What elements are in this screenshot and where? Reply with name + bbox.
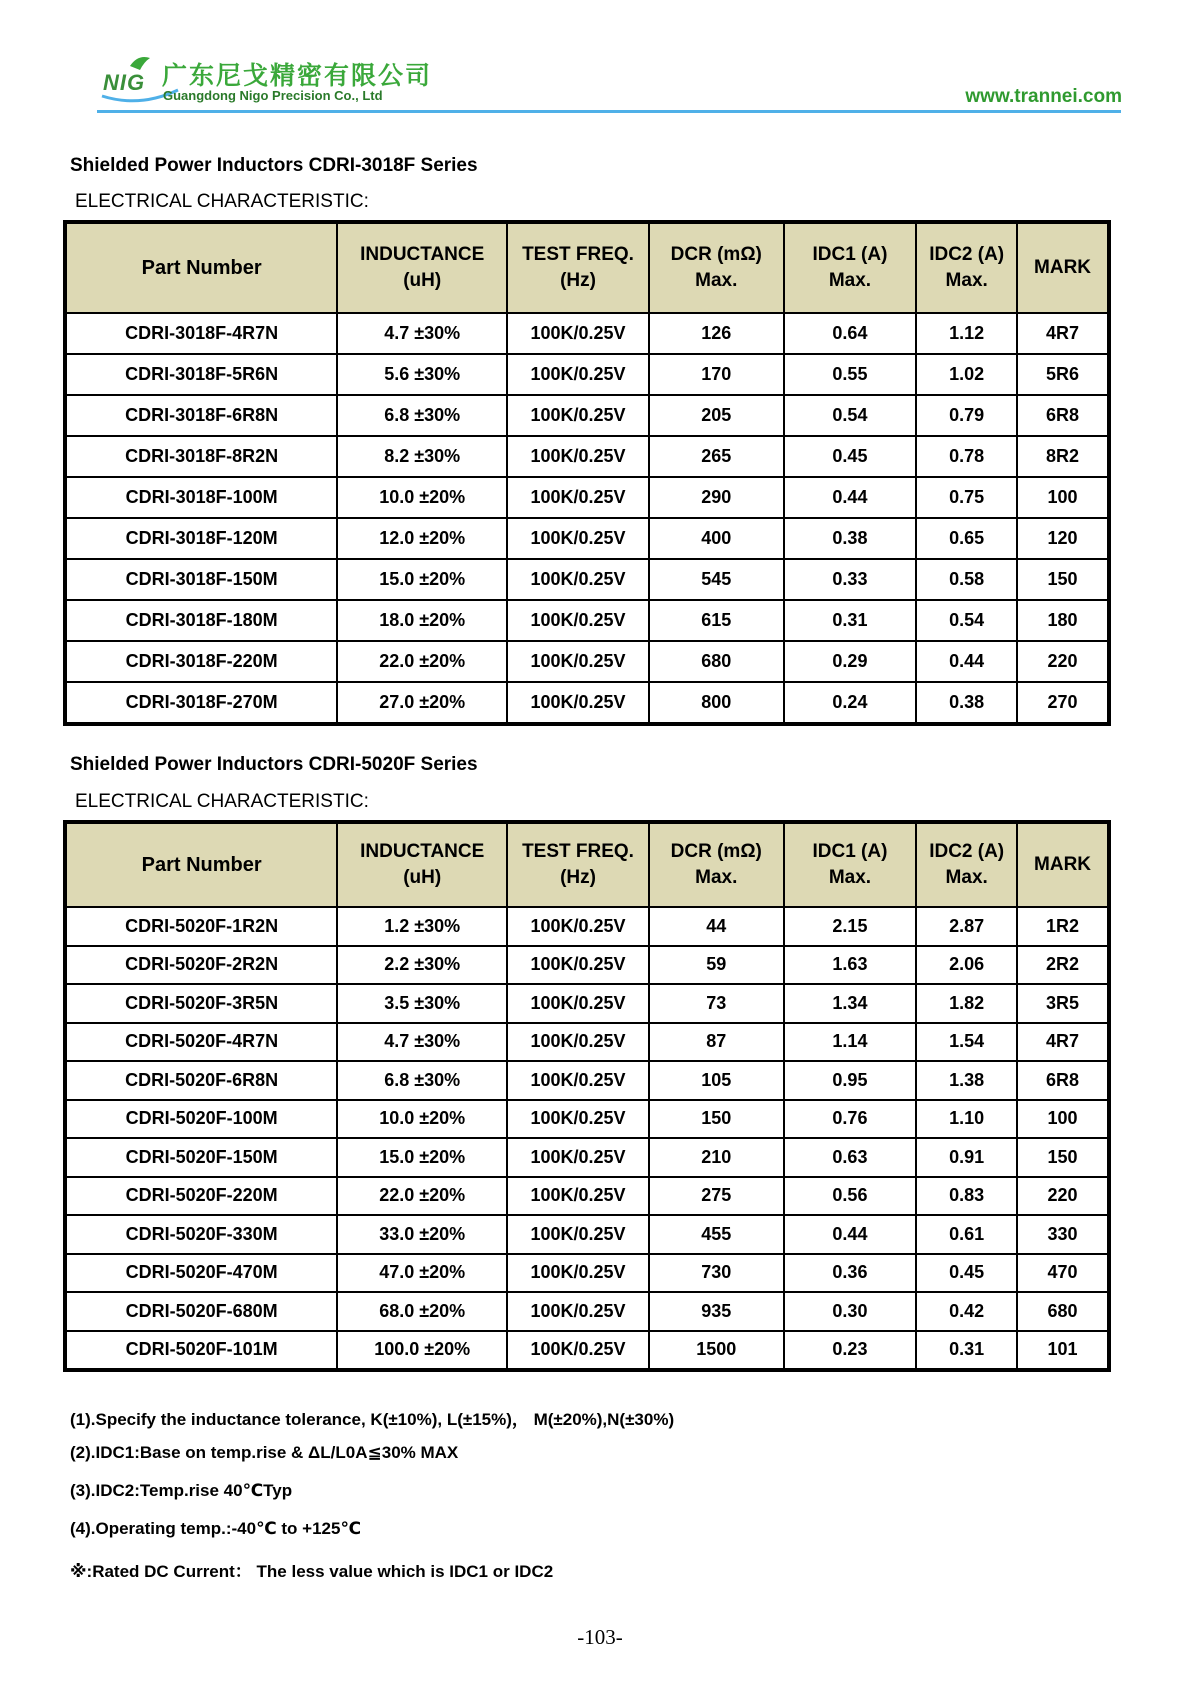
table-cell: 3.5 ±30% — [337, 984, 507, 1023]
table-cell: 0.63 — [784, 1138, 917, 1177]
table-cell: CDRI-5020F-3R5N — [66, 984, 337, 1023]
table-cell: 120 — [1017, 518, 1108, 559]
table-cell: 0.58 — [916, 559, 1017, 600]
table-cell: CDRI-3018F-120M — [66, 518, 337, 559]
section-title: Shielded Power Inductors CDRI-5020F Series — [70, 754, 478, 775]
table-row — [66, 1138, 1108, 1177]
column-header: DCR (mΩ) Max. — [649, 223, 784, 313]
table-cell: 0.44 — [916, 641, 1017, 682]
column-header: MARK — [1017, 223, 1108, 313]
table-cell: 100K/0.25V — [507, 1254, 649, 1293]
table-cell: 100K/0.25V — [507, 984, 649, 1023]
table-cell: 6R8 — [1017, 1061, 1108, 1100]
table-cell: 205 — [649, 395, 784, 436]
table-row — [66, 1215, 1108, 1254]
table-cell: 0.44 — [784, 477, 917, 518]
table-cell: 680 — [1017, 1292, 1108, 1331]
footnote: (4).Operating temp.:-40℃ to +125℃ — [70, 1519, 362, 1538]
table-cell: 470 — [1017, 1254, 1108, 1293]
spec-table-3018f — [65, 222, 1109, 724]
table-cell: 126 — [649, 313, 784, 354]
table-cell: 6.8 ±30% — [337, 395, 507, 436]
column-header: Part Number — [66, 823, 337, 907]
table-row — [66, 559, 1108, 600]
table-cell: 87 — [649, 1023, 784, 1062]
table-cell: 2.2 ±30% — [337, 946, 507, 985]
table-cell: 1.82 — [916, 984, 1017, 1023]
table-cell: 0.64 — [784, 313, 917, 354]
table-cell: CDRI-3018F-180M — [66, 600, 337, 641]
table-cell: 150 — [1017, 559, 1108, 600]
table-cell: CDRI-3018F-220M — [66, 641, 337, 682]
page-header — [0, 0, 1200, 120]
table-cell: 100K/0.25V — [507, 1023, 649, 1062]
table-row — [66, 1061, 1108, 1100]
footnote: (1).Specify the inductance tolerance, K(±10%), L(±15%)， M(±20%),N(±30%) — [70, 1410, 675, 1429]
table-cell: 1R2 — [1017, 907, 1108, 946]
table-cell: 0.31 — [784, 600, 917, 641]
table-row — [66, 946, 1108, 985]
footnotes — [70, 1405, 674, 1595]
table-cell: 545 — [649, 559, 784, 600]
table-cell: CDRI-3018F-4R7N — [66, 313, 337, 354]
table-cell: 330 — [1017, 1215, 1108, 1254]
column-header: INDUCTANCE (uH) — [337, 223, 507, 313]
table-cell: 0.61 — [916, 1215, 1017, 1254]
table-header-row — [66, 223, 1108, 313]
footnote: ※:Rated DC Current： The less value which is IDC1 or IDC2 — [70, 1562, 554, 1581]
table-row — [66, 1100, 1108, 1139]
table-cell: 0.54 — [784, 395, 917, 436]
table-cell: 100K/0.25V — [507, 559, 649, 600]
table-cell: CDRI-5020F-680M — [66, 1292, 337, 1331]
table-cell: 0.45 — [784, 436, 917, 477]
table-cell: 275 — [649, 1177, 784, 1216]
table-cell: 15.0 ±20% — [337, 559, 507, 600]
table-cell: 5.6 ±30% — [337, 354, 507, 395]
column-header: IDC1 (A) Max. — [784, 823, 917, 907]
table-cell: 290 — [649, 477, 784, 518]
table-cell: 27.0 ±20% — [337, 682, 507, 723]
column-header: Part Number — [66, 223, 337, 313]
table-cell: 1500 — [649, 1331, 784, 1370]
table-cell: 1.34 — [784, 984, 917, 1023]
table-cell: CDRI-5020F-470M — [66, 1254, 337, 1293]
table-cell: 100 — [1017, 477, 1108, 518]
table-cell: 455 — [649, 1215, 784, 1254]
table-cell: 8R2 — [1017, 436, 1108, 477]
table-cell: 100K/0.25V — [507, 946, 649, 985]
table-cell: 0.42 — [916, 1292, 1017, 1331]
table-cell: 0.83 — [916, 1177, 1017, 1216]
spec-table-5020f — [65, 822, 1109, 1370]
table-cell: 265 — [649, 436, 784, 477]
table-cell: 100K/0.25V — [507, 436, 649, 477]
table-cell: 210 — [649, 1138, 784, 1177]
footnote: (3).IDC2:Temp.rise 40℃Typ — [70, 1481, 293, 1500]
table-cell: 2.15 — [784, 907, 917, 946]
table-cell: 8.2 ±30% — [337, 436, 507, 477]
table-cell: 2R2 — [1017, 946, 1108, 985]
table-cell: 100K/0.25V — [507, 1331, 649, 1370]
table-cell: 100K/0.25V — [507, 1215, 649, 1254]
column-header: DCR (mΩ) Max. — [649, 823, 784, 907]
table-cell: 100K/0.25V — [507, 518, 649, 559]
table-row — [66, 354, 1108, 395]
logo-text: NIG — [103, 70, 146, 95]
table-cell: 680 — [649, 641, 784, 682]
table-cell: 12.0 ±20% — [337, 518, 507, 559]
table-cell: 6R8 — [1017, 395, 1108, 436]
table-cell: CDRI-3018F-5R6N — [66, 354, 337, 395]
table-cell: 1.2 ±30% — [337, 907, 507, 946]
table-row — [66, 477, 1108, 518]
table-row — [66, 1292, 1108, 1331]
table-cell: 0.54 — [916, 600, 1017, 641]
table-cell: 0.24 — [784, 682, 917, 723]
table-header-row — [66, 823, 1108, 907]
table-cell: 1.14 — [784, 1023, 917, 1062]
company-name-cn: 广东尼戈精密有限公司 — [162, 62, 433, 90]
table-cell: 100K/0.25V — [507, 1292, 649, 1331]
table-cell: 2.06 — [916, 946, 1017, 985]
table-cell: CDRI-5020F-6R8N — [66, 1061, 337, 1100]
table-cell: 101 — [1017, 1331, 1108, 1370]
table-row — [66, 1177, 1108, 1216]
table-cell: 4.7 ±30% — [337, 1023, 507, 1062]
table-cell: 0.33 — [784, 559, 917, 600]
table-row — [66, 600, 1108, 641]
table-cell: 100K/0.25V — [507, 907, 649, 946]
section-subtitle: ELECTRICAL CHARACTERISTIC: — [75, 191, 369, 212]
table-cell: CDRI-5020F-330M — [66, 1215, 337, 1254]
table-cell: 170 — [649, 354, 784, 395]
table-cell: 0.45 — [916, 1254, 1017, 1293]
table-cell: 3R5 — [1017, 984, 1108, 1023]
table-row — [66, 436, 1108, 477]
table-cell: 150 — [649, 1100, 784, 1139]
table-cell: 47.0 ±20% — [337, 1254, 507, 1293]
table-cell: CDRI-3018F-100M — [66, 477, 337, 518]
table-cell: 800 — [649, 682, 784, 723]
table-cell: 1.10 — [916, 1100, 1017, 1139]
table-cell: 0.29 — [784, 641, 917, 682]
table-row — [66, 1023, 1108, 1062]
table-cell: 100.0 ±20% — [337, 1331, 507, 1370]
table-cell: CDRI-3018F-8R2N — [66, 436, 337, 477]
table-row — [66, 518, 1108, 559]
table-row — [66, 907, 1108, 946]
column-header: IDC2 (A) Max. — [916, 823, 1017, 907]
table-cell: 59 — [649, 946, 784, 985]
section-title: Shielded Power Inductors CDRI-3018F Series — [70, 155, 478, 176]
column-header: MARK — [1017, 823, 1108, 907]
table-cell: 400 — [649, 518, 784, 559]
table-cell: 0.78 — [916, 436, 1017, 477]
table-cell: 100K/0.25V — [507, 477, 649, 518]
table-cell: 180 — [1017, 600, 1108, 641]
table-cell: CDRI-3018F-270M — [66, 682, 337, 723]
table-cell: CDRI-5020F-2R2N — [66, 946, 337, 985]
table-row — [66, 395, 1108, 436]
table-cell: 10.0 ±20% — [337, 477, 507, 518]
table-cell: 0.91 — [916, 1138, 1017, 1177]
table-cell: 100K/0.25V — [507, 682, 649, 723]
table-row — [66, 641, 1108, 682]
page-number: -103- — [577, 1625, 623, 1649]
table-cell: 100K/0.25V — [507, 1061, 649, 1100]
table-row — [66, 1331, 1108, 1370]
table-cell: 4R7 — [1017, 1023, 1108, 1062]
table-cell: 44 — [649, 907, 784, 946]
column-header: IDC2 (A) Max. — [916, 223, 1017, 313]
table-cell: 0.30 — [784, 1292, 917, 1331]
table-row — [66, 313, 1108, 354]
table-cell: 0.38 — [784, 518, 917, 559]
table-cell: 935 — [649, 1292, 784, 1331]
table-cell: 1.38 — [916, 1061, 1017, 1100]
table-row — [66, 1254, 1108, 1293]
table-cell: CDRI-5020F-1R2N — [66, 907, 337, 946]
table-cell: 22.0 ±20% — [337, 641, 507, 682]
table-cell: 100 — [1017, 1100, 1108, 1139]
table-cell: 4R7 — [1017, 313, 1108, 354]
table-cell: 1.02 — [916, 354, 1017, 395]
table-cell: 0.44 — [784, 1215, 917, 1254]
table-cell: 615 — [649, 600, 784, 641]
table-cell: 0.95 — [784, 1061, 917, 1100]
table-cell: 0.36 — [784, 1254, 917, 1293]
table-cell: 6.8 ±30% — [337, 1061, 507, 1100]
table-cell: 0.75 — [916, 477, 1017, 518]
column-header: TEST FREQ. (Hz) — [507, 223, 649, 313]
column-header: INDUCTANCE (uH) — [337, 823, 507, 907]
table-cell: 150 — [1017, 1138, 1108, 1177]
table-cell: 730 — [649, 1254, 784, 1293]
table-row — [66, 682, 1108, 723]
table-cell: 0.31 — [916, 1331, 1017, 1370]
footnote: (2).IDC1:Base on temp.rise & ΔL/L0A≦30% MAX — [70, 1443, 459, 1462]
table-cell: 4.7 ±30% — [337, 313, 507, 354]
table-cell: 10.0 ±20% — [337, 1100, 507, 1139]
table-cell: 0.65 — [916, 518, 1017, 559]
table-cell: CDRI-5020F-150M — [66, 1138, 337, 1177]
table-cell: 100K/0.25V — [507, 641, 649, 682]
table-cell: 100K/0.25V — [507, 395, 649, 436]
table-cell: 0.56 — [784, 1177, 917, 1216]
table-cell: 220 — [1017, 1177, 1108, 1216]
table-cell: 0.76 — [784, 1100, 917, 1139]
section-subtitle: ELECTRICAL CHARACTERISTIC: — [75, 791, 369, 812]
table-cell: 22.0 ±20% — [337, 1177, 507, 1216]
column-header: IDC1 (A) Max. — [784, 223, 917, 313]
table-row — [66, 984, 1108, 1023]
table-cell: 0.23 — [784, 1331, 917, 1370]
table-cell: 100K/0.25V — [507, 1100, 649, 1139]
table-cell: 100K/0.25V — [507, 1177, 649, 1216]
table-cell: 100K/0.25V — [507, 1138, 649, 1177]
table-cell: 5R6 — [1017, 354, 1108, 395]
table-cell: 68.0 ±20% — [337, 1292, 507, 1331]
table-cell: 33.0 ±20% — [337, 1215, 507, 1254]
table-cell: 100K/0.25V — [507, 600, 649, 641]
table-cell: CDRI-5020F-4R7N — [66, 1023, 337, 1062]
table-cell: 1.12 — [916, 313, 1017, 354]
table-cell: 270 — [1017, 682, 1108, 723]
table-cell: 1.63 — [784, 946, 917, 985]
table-cell: CDRI-5020F-100M — [66, 1100, 337, 1139]
table-cell: 18.0 ±20% — [337, 600, 507, 641]
website-link[interactable]: www.trannei.com — [965, 86, 1122, 107]
header-divider — [97, 110, 1121, 113]
table-cell: 0.55 — [784, 354, 917, 395]
table-cell: 73 — [649, 984, 784, 1023]
column-header: TEST FREQ. (Hz) — [507, 823, 649, 907]
table-cell: 1.54 — [916, 1023, 1017, 1062]
table-cell: 100K/0.25V — [507, 354, 649, 395]
table-cell: 100K/0.25V — [507, 313, 649, 354]
table-cell: 220 — [1017, 641, 1108, 682]
company-name-en: Guangdong Nigo Precision Co., Ltd — [163, 88, 383, 103]
table-cell: CDRI-3018F-6R8N — [66, 395, 337, 436]
table-cell: 0.38 — [916, 682, 1017, 723]
table-cell: 2.87 — [916, 907, 1017, 946]
table-cell: CDRI-3018F-150M — [66, 559, 337, 600]
table-cell: 0.79 — [916, 395, 1017, 436]
table-cell: 15.0 ±20% — [337, 1138, 507, 1177]
table-cell: CDRI-5020F-101M — [66, 1331, 337, 1370]
table-cell: CDRI-5020F-220M — [66, 1177, 337, 1216]
table-cell: 105 — [649, 1061, 784, 1100]
